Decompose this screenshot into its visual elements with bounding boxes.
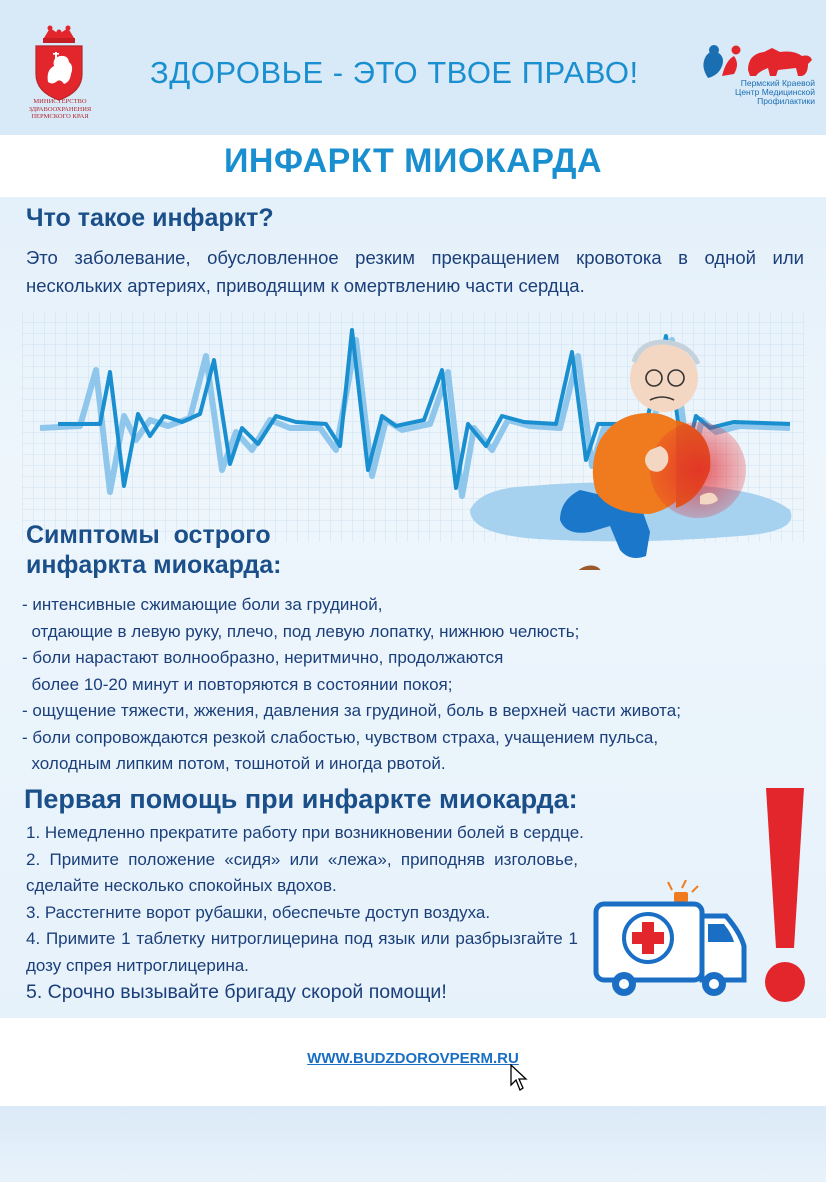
ministry-line: ПЕРМСКОГО КРАЯ xyxy=(31,113,89,120)
website-link[interactable]: WWW.BUDZDOROVPERM.RU xyxy=(307,1050,519,1067)
symptoms-list xyxy=(22,592,812,778)
pain-area xyxy=(650,422,746,518)
cursor-icon xyxy=(510,1064,528,1092)
list-item: холодным липким потом, тошнотой и иногда рвотой. xyxy=(22,754,446,773)
what-is-text: Это заболевание, обусловленное резким прекращением кровотока в одной или нескольких артериях, приводящим к омертвлению части сердца. xyxy=(26,247,804,296)
logo-line: Центр Медицинской xyxy=(735,87,815,97)
list-item: - боли нарастают волнообразно, неритмично, продолжаются xyxy=(22,648,504,667)
page-title: ИНФАРКТ МИОКАРДА xyxy=(223,142,603,180)
list-item: 4. Примите 1 таблетку нитроглицерина под язык или разбрызгайте 1 дозу спрея нитроглицерина. xyxy=(26,929,578,975)
list-item: - ощущение тяжести, жжения, давления за грудиной, боль в верхней части живота; xyxy=(22,701,681,720)
slogan: ЗДОРОВЬЕ - ЭТО ТВОЕ ПРАВО! xyxy=(150,55,639,90)
symptoms-heading-line: инфаркта миокарда: xyxy=(26,551,282,579)
list-item: отдающие в левую руку, плечо, под левую лопатку, нижнюю челюсть; xyxy=(22,621,580,641)
coat-of-arms-icon xyxy=(24,22,94,102)
center-logo-icon xyxy=(698,40,818,80)
ministry-line: ЗДРАВООХРАНЕНИЯ xyxy=(28,105,92,113)
ministry-line: МИНИСТЕРСТВО xyxy=(33,98,87,105)
first-aid-heading: Первая помощь при инфаркте миокарда: xyxy=(24,784,578,814)
center-logo-label xyxy=(700,79,815,106)
symptoms-heading-line: Симптомы острого xyxy=(26,521,271,549)
list-item: 5. Срочно вызывайте бригаду скорой помощи! xyxy=(26,981,447,1003)
ministry-label xyxy=(10,98,110,121)
what-is-heading: Что такое инфаркт? xyxy=(26,204,274,232)
ambulance-icon xyxy=(590,880,750,1000)
first-aid-list xyxy=(26,820,584,1006)
symptoms-heading xyxy=(26,520,366,580)
list-item: более 10-20 минут и повторяются в состоянии покоя; xyxy=(22,674,453,694)
list-item: - боли сопровождаются резкой слабостью, чувством страха, учащением пульса, xyxy=(22,727,659,747)
logo-line: Профилактики xyxy=(757,96,815,106)
list-item: 3. Расстегните ворот рубашки, обеспечьте доступ воздуха. xyxy=(26,902,491,922)
bottom-band xyxy=(0,1106,826,1182)
list-item: 2. Примите положение «сидя» или «лежа», приподняв изголовье, сделайте несколько спокойных вдохов. xyxy=(26,849,578,895)
list-item: - интенсивные сжимающие боли за грудиной, xyxy=(22,595,383,614)
list-item: 1. Немедленно прекратите работу при возникновении болей в сердце. xyxy=(26,823,584,842)
logo-line: Пермский Краевой xyxy=(740,78,815,88)
exclamation-icon xyxy=(760,784,810,1014)
